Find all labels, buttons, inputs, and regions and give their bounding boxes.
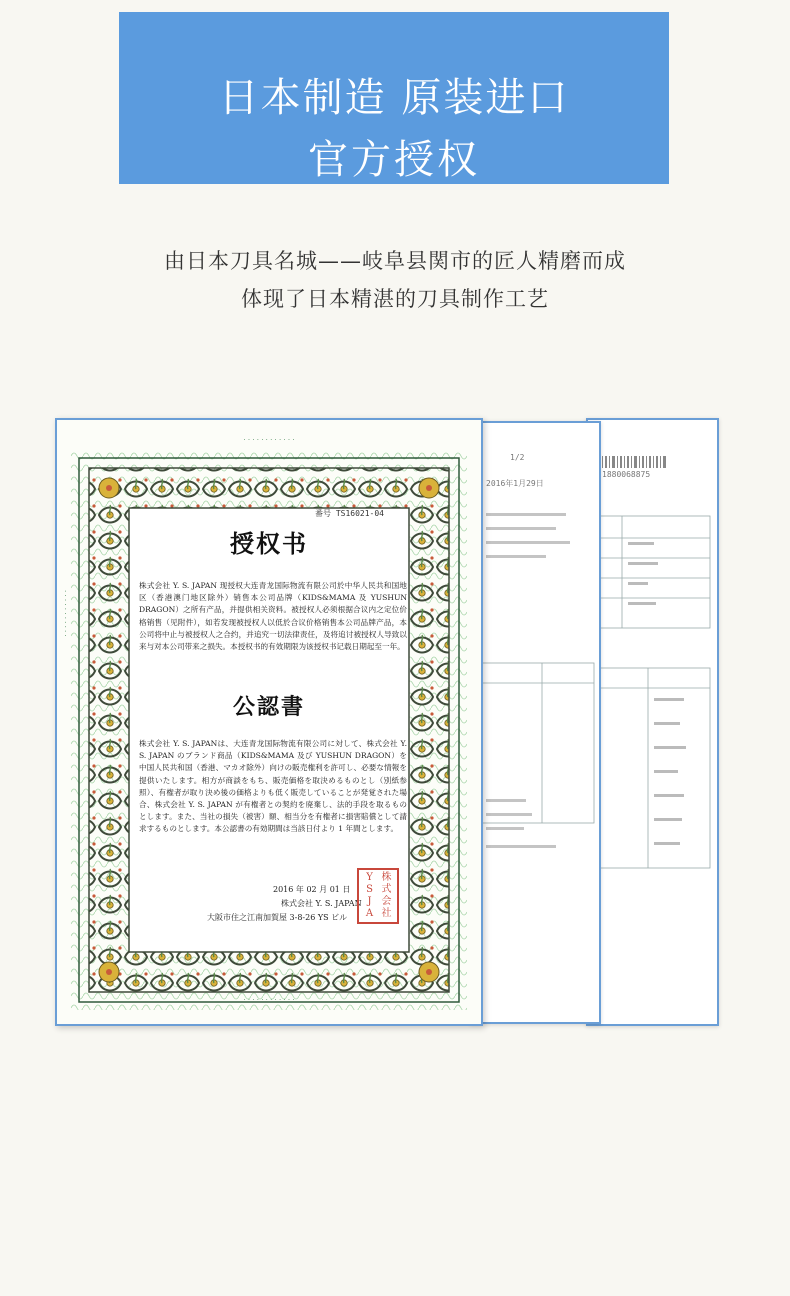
barcode-number: 1880068875 <box>602 470 651 479</box>
subtitle-line-2: 体现了日本精湛的刀具制作工艺 <box>241 287 549 311</box>
bottom-border-note: · · · · · · · · · · · · <box>243 996 295 1004</box>
seal-char: Y <box>366 872 373 883</box>
seal-char: A <box>365 908 374 919</box>
certificate-title-cn: 授权书 <box>230 530 308 558</box>
certificate-serial: 番号 TS16021-04 <box>315 509 384 518</box>
middle-sheet-date: 2016年1月29日 <box>486 479 544 488</box>
seal-char: 式 <box>381 884 392 895</box>
certificate-title-jp: 公認書 <box>232 695 305 720</box>
seal-char: J <box>367 896 372 907</box>
document-sheet-middle <box>470 421 601 1024</box>
banner-line-1: 日本制造 原装进口 <box>218 75 570 121</box>
certificate-date: 2016 年 02 月 01 日 <box>273 885 351 894</box>
side-border-note: · · · · · · · · · · · <box>61 590 69 637</box>
middle-sheet-mark: 1/2 <box>510 453 525 462</box>
banner-line-2: 官方授权 <box>308 137 480 183</box>
subtitle-line-1: 由日本刀具名城——岐阜县関市的匠人精磨而成 <box>164 249 626 273</box>
company-seal-stamp <box>357 868 399 924</box>
certificate-address: 大阪市住之江南加賀屋 3-8-26 YS ビル <box>207 913 348 922</box>
certificate-body-cn: 株式会社 Y. S. JAPAN 现授权大连青龙国际物流有限公司於中华人民共和国地区（香港澳门地区除外）销售本公司品牌（KIDS&MAMA 及 YUSHUN DRAGON）之所有产品，并提供相关资料。被授权人必须根据合议内之定位价格销售（见附件），如若发现被授权人以低於合议价格销售本公司品牌产品，本公司将中止与被授权人之合约，并追究一切法律责任，及将追讨被授权人导致以来与对本公司带来之损失。本授权书的有效期限为该授权书记载日期起至一年。 <box>139 581 407 652</box>
banner <box>119 12 669 184</box>
top-border-note: · · · · · · · · · · · · <box>243 436 295 444</box>
seal-char: S <box>366 884 373 895</box>
seal-char: 会 <box>381 896 392 907</box>
seal-char: 株 <box>381 872 392 883</box>
certificate-company: 株式会社 Y. S. JAPAN <box>281 899 362 908</box>
middle-sheet-form-graphic <box>472 423 601 1024</box>
certificate-body-jp: 株式会社 Y. S. JAPANは、大连青龙国际物流有限公司に対して、株式会社 Y. S. JAPAN のブランド商品（KIDS&MAMA 及び YUSHUN DRAGON）を中国人民共和国（香港、マカオ除外）向けの販売権利を許可し、必要な情報を提供いたします。相方が商談をもち、販売価格を取決めるものとし（別紙参照）、有権者が取り決め後の価格よりも低く販売していることが発覚された場合、株式会社 Y. S. JAPAN が有権者との契約を廃棄し、法的手段を取るものとします。また、当社の損失（被害）額、相当分を有権者に損害賠償として請求するものとします。本公認書の有効期間は当該日付より 1 年間とします。 <box>139 739 407 834</box>
document-sheet-back <box>586 418 719 1026</box>
back-sheet-form-graphic <box>588 420 719 1026</box>
seal-char: 社 <box>381 908 392 919</box>
certificate-sheet <box>55 418 483 1026</box>
